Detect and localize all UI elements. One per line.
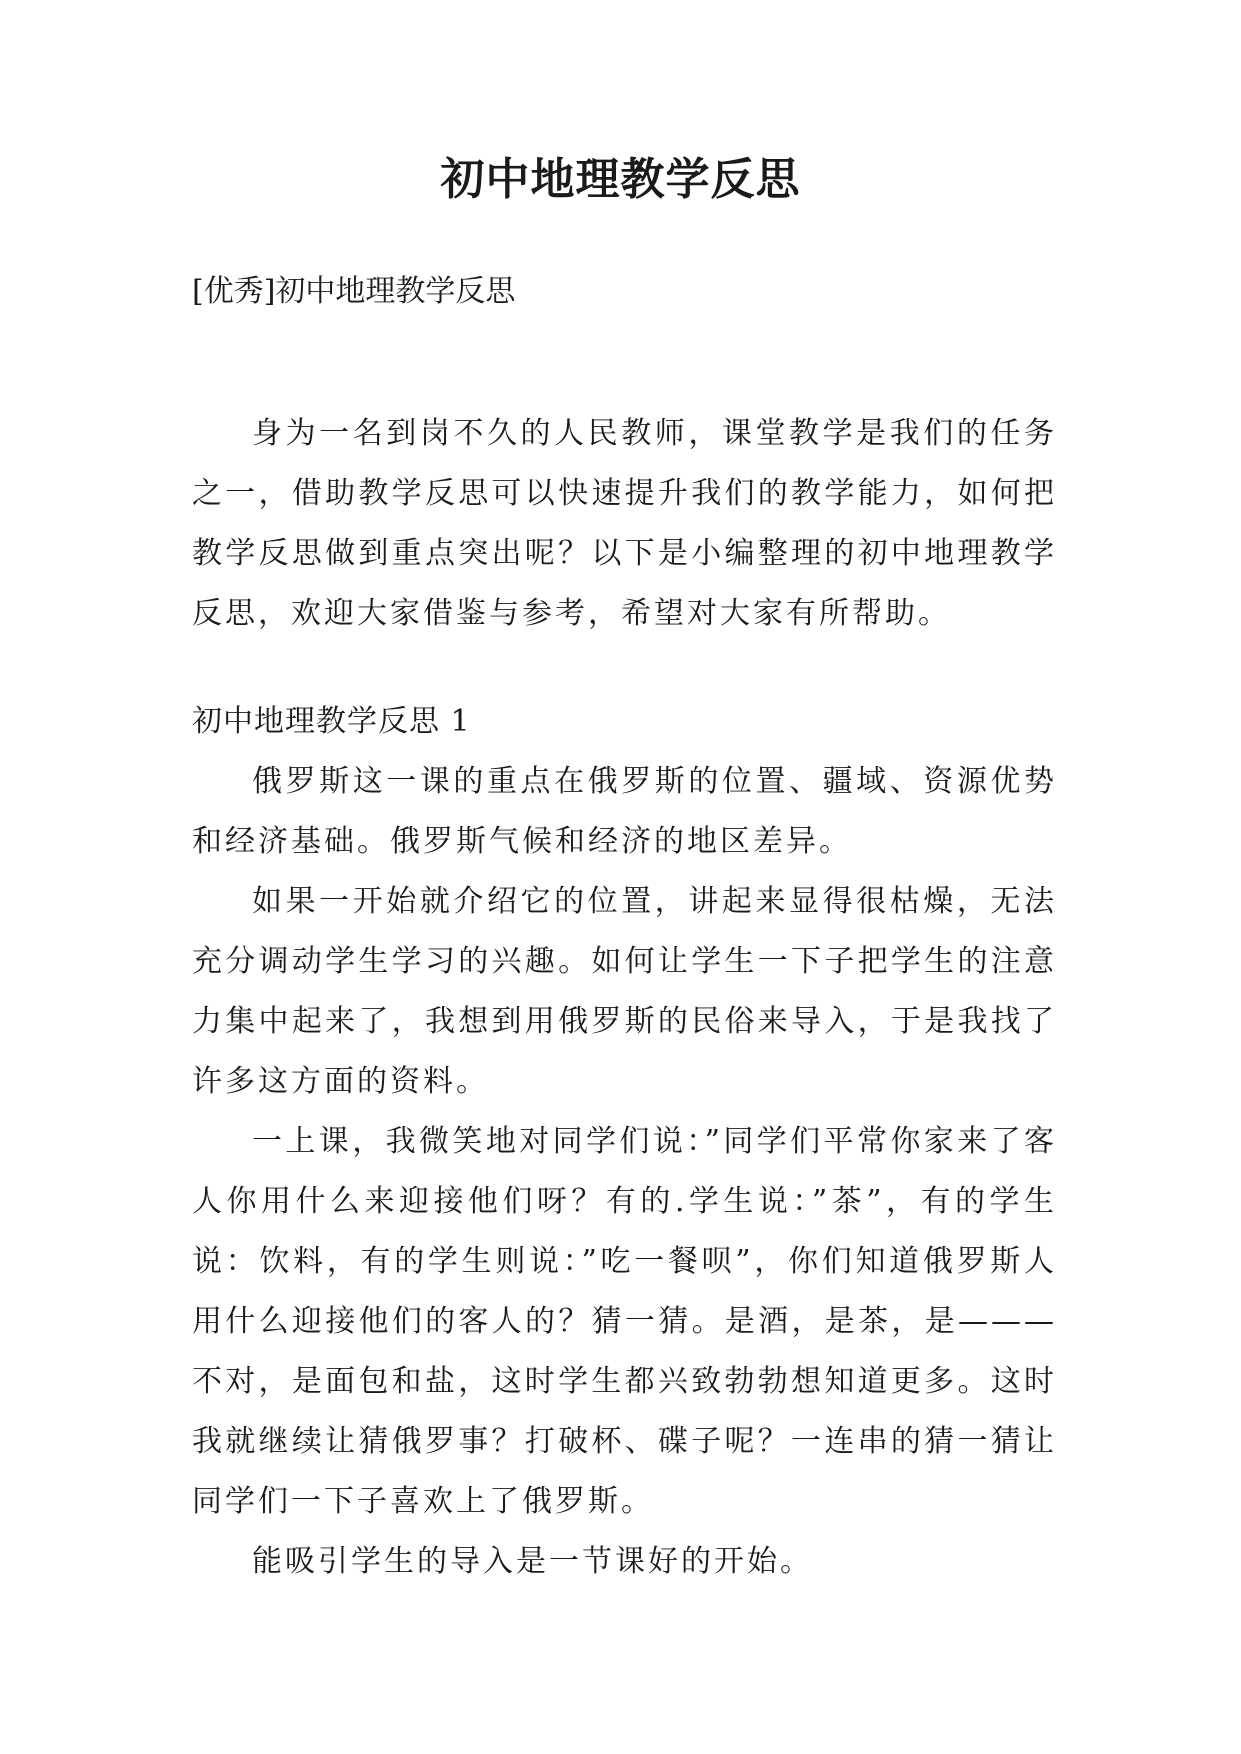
section-paragraph: 能吸引学生的导入是一节课好的开始。 xyxy=(252,1544,813,1579)
section-paragraph: 一上课，我微笑地对同学们说：”同学们平常你家来了客人你用什么来迎接他们呀？有的.学生说：”茶”，有的学生说：饮料，有的学生则说：”吃一餐呗”，你们知道俄罗斯人用什么迎接他们的客人的？猜一猜。是酒，是茶，是———不对，是面包和盐，这时学生都兴致勃勃想知道更多。这时我就继续让猜俄罗事？打破杯、碟子呢？一连串的猜一猜让同学们一下子喜欢上了俄罗斯。 xyxy=(192,1124,1057,1519)
document-subtitle: [优秀]初中地理教学反思 xyxy=(192,274,516,309)
section-paragraph: 如果一开始就介绍它的位置，讲起来显得很枯燥，无法充分调动学生学习的兴趣。如何让学生一下子把学生的注意力集中起来了，我想到用俄罗斯的民俗来导入，于是我找了许多这方面的资料。 xyxy=(192,884,1057,1099)
section-heading: 初中地理教学反思 1 xyxy=(192,704,471,739)
document-title: 初中地理教学反思 xyxy=(440,154,801,205)
intro-paragraph: 身为一名到岗不久的人民教师，课堂教学是我们的任务之一，借助教学反思可以快速提升我们的教学能力，如何把教学反思做到重点突出呢？以下是小编整理的初中地理教学反思，欢迎大家借鉴与参考，希望对大家有所帮助。 xyxy=(192,416,1057,631)
section-1 xyxy=(192,692,1057,1592)
section-paragraph: 俄罗斯这一课的重点在俄罗斯的位置、疆域、资源优势和经济基础。俄罗斯气候和经济的地区差异。 xyxy=(192,764,1057,859)
